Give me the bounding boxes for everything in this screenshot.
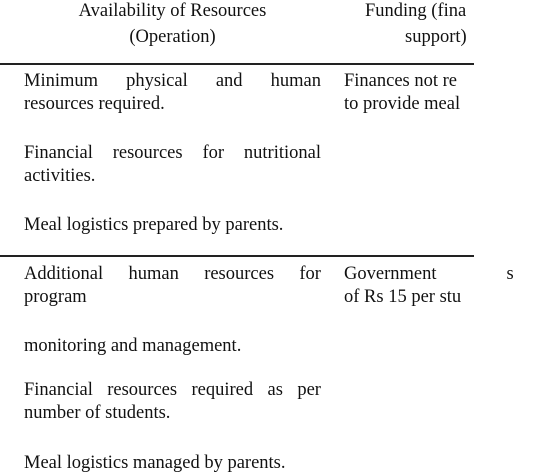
row2-p2-line1: monitoring and management.	[24, 336, 242, 356]
row1-funding	[344, 70, 460, 116]
row2-paragraph-3	[24, 379, 321, 425]
word: required	[191, 380, 254, 400]
word: resources	[112, 143, 183, 163]
row1-paragraph-1	[24, 70, 321, 116]
word: Financial	[24, 380, 93, 400]
row2-paragraph-1	[24, 263, 321, 309]
row1-paragraph-2	[24, 142, 321, 188]
word: resources	[107, 380, 178, 400]
header-rule	[0, 63, 474, 65]
row2-p3-line1	[24, 379, 321, 402]
word: and	[215, 71, 243, 91]
word: Financial	[24, 143, 93, 163]
row2-paragraph-2	[24, 335, 241, 358]
word: physical	[126, 71, 188, 91]
row2-paragraph-4	[24, 452, 286, 475]
row2-funding-line1	[344, 263, 544, 286]
row2-funding	[344, 263, 544, 309]
word: Government	[344, 264, 437, 284]
word: Minimum	[24, 71, 99, 91]
row2-p3-line2: number of students.	[24, 403, 171, 423]
row1-p1-line1	[24, 70, 321, 93]
word: resources	[204, 264, 275, 284]
header-resources-line2: (Operation)	[129, 27, 216, 47]
row2-p1-line1	[24, 263, 321, 286]
word: per	[297, 380, 321, 400]
row1-p3-line1: Meal logistics prepared by parents.	[24, 215, 284, 235]
row1-p2-line2: activities.	[24, 166, 96, 186]
word: for	[202, 143, 225, 163]
header-funding	[345, 0, 535, 50]
header-resources	[20, 0, 325, 50]
row2-funding-line2: of Rs 15 per stu	[344, 287, 462, 307]
row1-funding-line2: to provide meal	[344, 94, 461, 114]
word: s	[506, 264, 514, 284]
row-separator	[0, 255, 474, 257]
word: for	[299, 264, 321, 284]
header-resources-line1: Availability of Resources	[78, 1, 267, 21]
word: human	[270, 71, 321, 91]
word: Additional	[24, 264, 104, 284]
word: human	[128, 264, 179, 284]
word: as	[267, 380, 283, 400]
row1-funding-line1: Finances not re	[344, 71, 458, 91]
row1-paragraph-3	[24, 214, 283, 237]
row1-p2-line1	[24, 142, 321, 165]
header-funding-line1: Funding (fina	[365, 1, 467, 21]
row2-p4-line1: Meal logistics managed by parents.	[24, 453, 286, 473]
header-funding-line2: support)	[405, 27, 467, 47]
row1-p1-line2: resources required.	[24, 94, 165, 114]
row2-p1-line2: program	[24, 287, 87, 307]
word: nutritional	[243, 143, 321, 163]
